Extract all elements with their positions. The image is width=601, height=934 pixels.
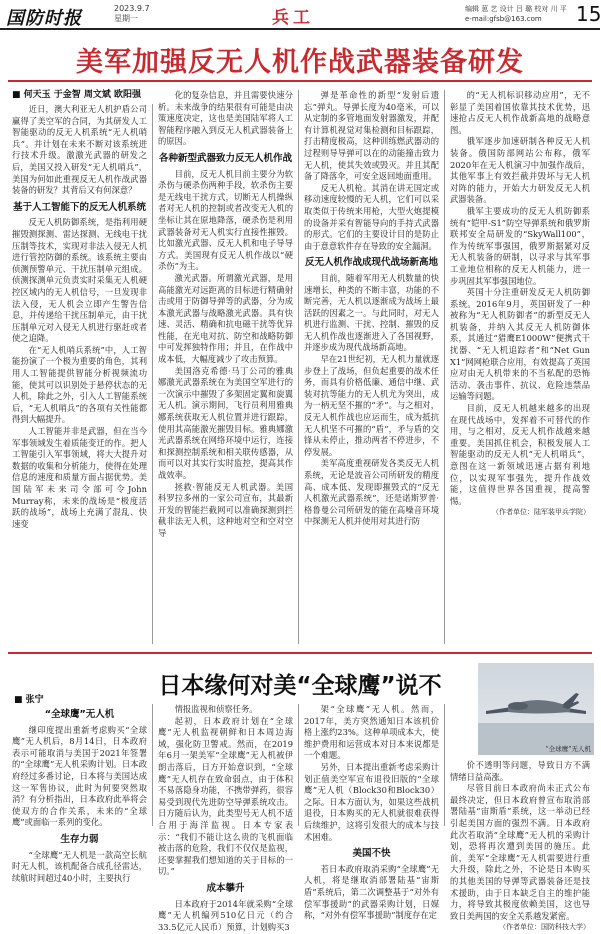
paragraph: 化的复杂信息，并且需要快速分析。未来战争的结果很有可能是由决策速度决定，这也是美国陆军将人工智能程序融入到反无人机武器装备上的原因。 [158,90,293,147]
subheading: 成本攀升 [206,882,245,894]
article1-column-3 [304,90,439,644]
section-rule [8,652,592,654]
author-unit: （作者单位：国防科技大学） [499,923,590,932]
subheading: “全球鹰”无人机 [44,709,115,720]
editor-info [465,4,575,24]
second-headline: 日本缘何对美“全球鹰”说不 [158,673,442,699]
paragraph: 反无人机防御系统，是指利用硬摧毁测探测、雷达探测、无线电干扰压制等技术，实现对非法入侵无人机进行管控防御的系统。该系统主要由侦测预警单元、干扰压制单元组成。侦测探测单元负责实时采集无人机硬控区域内的无人机信号，一旦发现非法入侵，无人机会立即产生警告信息，并传递给干扰压制单元，由干扰压制单元对入侵无人机进行驱赶或者使之追降。 [12,217,147,344]
editor-email: e-mail:gfsb@163.com [465,15,542,23]
newspaper-logo: 国防时报 [6,8,82,29]
author-unit: （作者单位：陆军装甲兵学院） [492,508,590,517]
article1-column-1 [12,104,147,644]
issue-date-block [114,4,150,24]
paragraph: 日本政府于2014年就采购“全球鹰”无人机编列510亿日元（约合33.5亿元人民币）预算，计划购买3 [158,898,293,932]
photo-caption: “全球鹰”无人机 [545,745,591,753]
paragraph: 目前，随着军用无人机数量的快速增长，种类的不断丰富，功能的不断完善，无人机以逐渐成为战场上最活跃的因素之一。与此同时，对无人机进行监测、干扰、控制、摧毁的反无人机作战也逐渐进入了各国视野，并逐步成为现代战场新高地。 [304,272,439,353]
paragraph: 目前，反无人机目前主要分为软杀伤与硬杀伤两种手段，软杀伤主要是无线电干扰方式，切断无人机操纵者对无人机的控制或者改变无人机的坐标让其在原地降落，硬杀伤是利用武器装备对无人机实行直接性摧毁。比如激光武器、反无人机和电子导导方式。美国现有反无人机作战以“硬杀伤”为主。 [158,168,293,272]
paragraph: 英国十分注重研发反无人机防御系统。2016年9月，英国研发了一种被称为“无人机防御者”的新型反无人机装备，并纳入其反无人机防御体系，其通过“猎鹰E1000W”便携式干扰器、“无人机追踪者”和“Net Gun X1”网网枪联合应用，有效提高了英国应对由无人机带来的不当私配的恐怖活动、袭击事件、抗议、危险违禁品运输等问题。 [450,287,590,402]
column-divider [298,90,299,644]
paragraph: 架“全球鹰”无人机。然而，2017年，美方突然通知日本该机价格上涨约23%。这种单项成本大，使维护费用和运营成本对日本来说都是一个难题。 [304,704,439,761]
subheading: 反无人机作战成现代战场新高地 [304,257,438,269]
headline-rule [8,80,592,82]
editor-names: 编辑 葸 艺 设计 吕 璐 校对 川 平 [465,5,567,13]
column-divider [298,704,299,826]
article2-column-3 [304,704,439,921]
subheading: 美国不快 [352,848,391,860]
paragraph: 近日，澳大利亚无人机护盾公司赢得了美空军的合同，为其研发人工智能驱动的反无人机系统“无人机哨兵”。并计划在未来不断对该系统进行技术升级。激激光武器的研发之后，美国又投入研发“无人机哨兵”，美国为何如此重视反无人机作战武器装备的研发？其背后又有何深意？ [12,104,147,196]
column-divider [152,104,153,644]
paragraph: 在“无人机哨兵系统”中，人工智能扮演了一个极为重要的角色，其利用人工智能提供智能分析视频流功能，使其可以识别处于悬停状态的无人机，除此之外，引入人工智能系统后，“无人机哨兵”的各项有关性能都得到大幅提升。 [12,344,147,425]
paragraph: 的“无人机标识移动应用”，无不彰显了美国着国依靠其技术优势，迅速抢占反无人机作战新高地的战略意图。 [450,90,590,135]
section-title: 兵工 [272,8,314,28]
article1-column-2 [158,90,293,644]
paragraph: “全球鹰”无人机是一款高空长航时无人机，该机配备合成孔径雷达，续航时间超过40小时，主要执行 [12,849,147,883]
article2-column-1 [12,704,147,883]
issue-date: 2023.9.7 [114,4,150,13]
paragraph: 起初，日本政府计划在“全球鹰”无人机监视朝鲜和日本周边海域，强化防卫警戒。然而，在2019年6月一架美军“全球鹰”无人机被伊朗击落后，日方开始意识到，“全球鹰”无人机存在致命弱点，由于体积不易落隐身功能，不携带弹药，很容易受到现代先进防空导弹系统攻击。日方随后认为，此类型号无人机不适合用于海洋监视。日本专家表示：“我们不能让这么贵的飞机面临被击落的危险，我们不仅仅是监视，还要掌握我们想知道的关于目标的一切。” [158,715,293,877]
paragraph: 激光武器。所谓激光武器，是用高能激光对远距离的目标进行精确射击或用于防御导弹等的武器，分为成本激光武器与战略激光武器。具有快速、灵活、精确和抗电磁干扰等优异性能，在光电对抗、防空和战略防御中可发挥独特作用；并且，在作战中成本低，大幅度减少了攻击预算。 [158,272,293,365]
subheading: 各种新型武器致力反无人机作战 [158,152,292,164]
column-divider [444,90,445,644]
paragraph: 另外，日本提出重新考虑采购计划正值美空军宣布退役旧版的“全球鹰”无人机（Block30和Block30）之际。日本方面认为，如果这些战机退役，日本购买的无人机就很难获得后续维护，这将引发很大的成本与技术困难。 [304,761,439,842]
paragraph: 美国洛克希德·马丁公司的雅典娜激光武器系统在为美国空军进行的一次演示中摧毁了多架固定翼和旋翼无人机。演示期间，飞行员利用雅典娜系统获取无人机位置并进行跟踪，使用其高能激光摧毁目标。雅典娜激光武器系统在网络环境中运行，连接和探测控制系统和相关联传感器，从而可以对其实行实时监控，提高其作战效率。 [158,365,293,480]
paragraph: 继印度提出重新考虑购买“全球鹰”无人机后，8月14日，日本政府表示可能取消与美国于2021年签署的“全球鹰”无人机采购计划。日本政府经过多番讨论，日本将与美国达成这一军售协议，此时为何要突然取消？有分析指出，日本政府此举将会使双方的合作关系，未来的“全球鹰”或面临一系列的变化。 [12,724,147,828]
subheading: 生存力弱 [60,833,99,845]
article2-byline: ■ 张宁 [14,695,44,705]
column-divider [444,704,445,826]
paragraph: 若日本政府取消采购“全球鹰”无人机，将是继取消部署陆基“宙斯盾”系统后，第二次调整基于“对外有偿军事援助”的武器采购计划，日媒称，“对外有偿军事援助”制度存在定 [304,863,439,921]
paragraph: 美军高度重视研发各类反无人机系统，无论是波音公司所研发的精度高、成本低、发现即摧毁式的“反无人机激光武器系统”，还是诺斯罗普·格鲁曼公司所研发的能在高噪音环境中探测无人机并使用对其进行防 [304,458,439,527]
paragraph: 俄军逐步加速研制各种反无人机装备。俄国防部网站公布称，俄军2020年在无人机演习中加强作战后，其他军事上有效拦截并毁坏与无人机对阵的能力，开始大力研发反无人机武器装备。 [450,136,590,205]
article1-column-4 [450,90,590,644]
paragraph: 人工智能并非是武器，但在当今军事领域发生着质能变迁的作。把人工智能引入军事领域，将大大提升对数据的收集和分析能力，使得在处理信息的速度和质量方面占据优势。美国陆军未来司令部可令John Murray称，未来的战场是“极度活跃的战场”，战场上充满了混乱、快速变 [12,426,147,529]
page-number: 15 [576,2,601,26]
masthead [0,0,600,30]
paragraph: 反无人机枪。其消在讲无国定或移动速度较慢的无人机，它们可以采取类似于传统来用枪，大型火炮提模的设备并采有智能导向的手持式武器的形式。它们的主要设计目的是防止由于意意软件存在导致的安全漏洞。 [304,182,439,251]
paragraph: 弹是革命性的新型“发射后遗忘”弹丸。导弹长度为40毫米，可以从定制的多管地面发射器激发，并配有计算机视觉对集检测和目标跟踪，打击精度极高，这种训练燃武器动的过程则导导弹可以在的动能撞击致力无人机，使其失效或毁灭。并且其配备了降落伞，可安全返回地面重用。 [304,90,439,182]
article1-byline: ■ 何天玉 于金智 周文斌 欧阳强 [12,90,142,100]
drone-image [478,663,594,755]
main-headline: 美军加强反无人机作战武器装备研发 [76,47,524,78]
paragraph: 拯救·智能反无人机武器。美国科罗拉多州的一家公司宣布，其最新开发的智能拦截网可以准确探测到拦截非法无人机，这种地对空和空对空导 [158,481,293,538]
paragraph: 俄军主要成功的反无人机防御系统有“铠甲-S1”防空导弹系统和俄罗斯联邦安全局研发的“SkyWall100”，作为传统军事强国，俄罗斯据紧对反无人机装备的研制，以寻求与其军事工业地位相称的反无人机能力，进一步巩固其军事强国地位。 [450,205,590,286]
paragraph: 目前，反无人机越来越多的出现在现代战场中，发挥着不可替代的作用，与之相对，反无人机作战越来越重要。美国抓住机会，积极发展人工智能驱动的反无人机“无人机哨兵”，意图在这一新领域迅速占据有利地位，以实现军事强先，提升作战效能，这值得世界各国重视，提高警惕。 [450,403,590,506]
paragraph: 尽管目前日本政府尚未正式公布最终决定，但日本政府曾宣布取消部署陆基“宙斯盾”系统，这一举动已经引起美国方面的强烈不满。日本政府此次若取消“全球鹰”无人机的采购计划，恐将再次遭到美国的施压。此前，美军“全球鹰”无人机需要进行重大升级，除此之外，不论是日本购买的其他美国的导弹等武器装备还是技术援助，由于日本缺乏自主的维护能力，将导致其极度依赖美国，这也导致日美两国的安全关系越发紧密。 [450,783,590,921]
paragraph: 情报监视和侦察任务。 [174,704,258,714]
paragraph: 早在21世纪初，无人机力量就逐步登上了战场，但负起重要的战术任务，而具有价格低廉、通信中继、武装对抗等能力的无人机尤为突出，成为一柄无坚不摧的“矛”。与之相对，反无人机作战也应运而生，成为抵抗无人机坚不可摧的“盾”，矛与盾的交锋从未停止，推动两者不停进步，不停发展。 [304,354,440,457]
column-divider [152,704,153,826]
global-hawk-photo [478,663,594,755]
article2-column-2 [158,704,293,932]
subheading: 基于人工智能下的反无人机系统 [12,201,146,213]
article2-column-4 [450,760,590,932]
issue-weekday: 星期一 [114,14,138,23]
paragraph: 价不透明等问题，导致日方不满情绪日益高涨。 [450,760,590,782]
